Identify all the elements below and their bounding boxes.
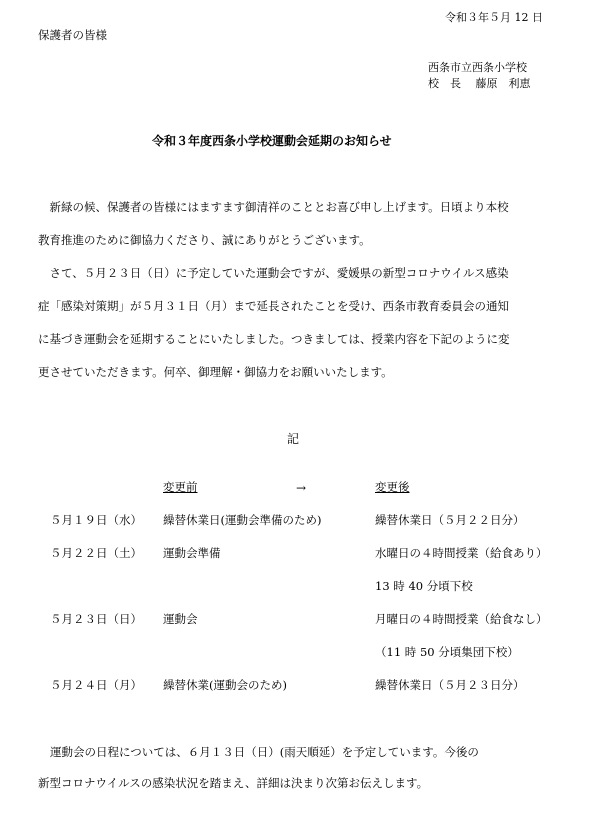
school-name: 西条市立西条小学校 xyxy=(428,61,527,74)
row-date: ５月１９日（水） xyxy=(50,513,142,527)
recipient: 保護者の皆様 xyxy=(38,28,107,42)
body-line: 新緑の候、保護者の皆様にはますます御清祥のこととお喜び申し上げます。日頃より本校 xyxy=(38,200,509,214)
body-line: さて、５月２３日（日）に予定していた運動会ですが、愛媛県の新型コロナウイルス感染 xyxy=(38,266,509,280)
ki-heading: 記 xyxy=(287,432,300,446)
row-date: ５月２２日（土） xyxy=(50,546,142,560)
page-title: 令和３年度西条小学校運動会延期のお知らせ xyxy=(152,134,392,148)
body-line: 症「感染対策期」が５月３１日（月）まで延長されたことを受け、西条市教育委員会の通知 xyxy=(38,299,510,313)
row-before: 運動会準備 xyxy=(163,546,221,560)
body-line: に基づき運動会を延期することにいたしました。つきましては、授業内容を下記のように変 xyxy=(38,332,510,346)
row-after: 月曜日の４時間授業（給食なし） xyxy=(375,612,548,626)
body-line: 教育推進のために御協力くださり、誠にありがとうございます。 xyxy=(38,233,371,247)
closing-line: 新型コロナウイルスの感染状況を踏まえ、詳細は決まり次第お伝えします。 xyxy=(38,776,429,790)
row-after-note: 13 時 40 分頃下校 xyxy=(375,579,473,593)
row-after-note: （11 時 50 分頃集団下校） xyxy=(375,645,519,659)
row-before: 運動会 xyxy=(163,612,198,626)
row-after: 繰替休業日（５月２２日分） xyxy=(375,513,525,527)
row-after: 水曜日の４時間授業（給食あり） xyxy=(375,546,548,560)
arrow-icon: → xyxy=(296,481,307,495)
body-line: 更させていただきます。何卒、御理解・御協力をお願いいたします。 xyxy=(38,365,393,379)
row-date: ５月２４日（月） xyxy=(50,678,142,692)
principal-name: 校 長 藤原 利恵 xyxy=(428,77,531,90)
row-before: 繰替休業日(運動会準備のため) xyxy=(163,513,322,527)
before-header: 変更前 xyxy=(163,480,198,494)
row-date: ５月２３日（日） xyxy=(50,612,142,626)
issue-date: 令和３年５月 12 日 xyxy=(445,11,543,24)
closing-line: 運動会の日程については、６月１３日（日）(雨天順延）を予定しています。今後の xyxy=(50,745,479,759)
row-before: 繰替休業(運動会のため) xyxy=(163,678,287,692)
after-header: 変更後 xyxy=(375,480,410,494)
row-after: 繰替休業日（５月２３日分） xyxy=(375,678,525,692)
